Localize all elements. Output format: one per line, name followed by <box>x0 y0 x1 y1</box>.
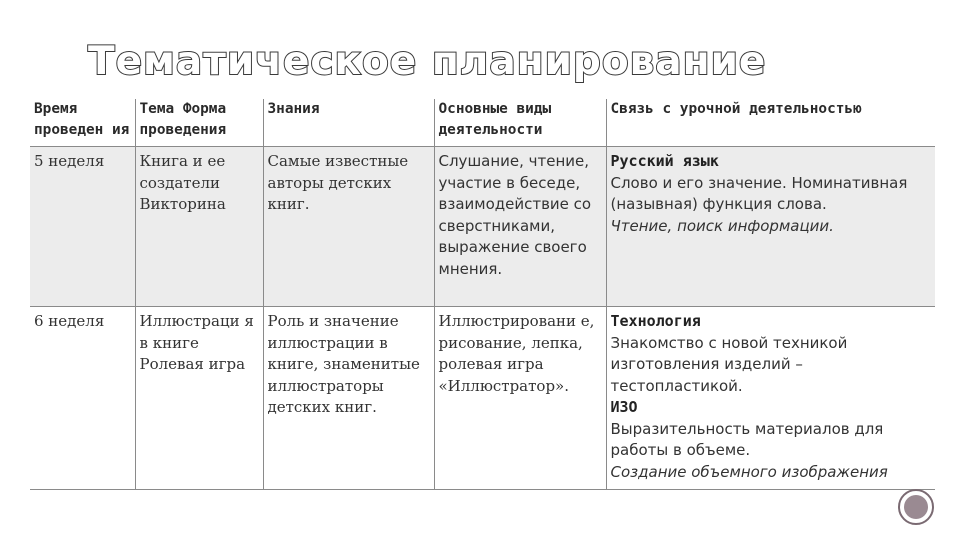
subject-technology: Технология <box>610 312 701 330</box>
row-topic: Книга и ее создатели Викторина <box>135 147 263 307</box>
row-topic: Иллюстраци я в книге Ролевая игра <box>135 307 263 490</box>
subject-art: ИЗО <box>610 398 638 416</box>
header-topic: Тема Форма проведения <box>135 99 263 147</box>
row-knowledge: Самые известные авторы детских книг. <box>263 147 434 307</box>
header-knowledge: Знания <box>263 99 434 147</box>
row-time: 5 неделя <box>30 147 135 307</box>
page-title: Тематическое планирование <box>88 39 767 84</box>
header-activities: Основные виды деятельности <box>434 99 606 147</box>
header-link: Связь с урочной деятельностью <box>606 99 935 147</box>
table-row <box>30 307 935 490</box>
row-knowledge: Роль и значение иллюстрации в книге, знаменитые иллюстраторы детских книг. <box>263 307 434 490</box>
decorative-circle-icon <box>898 489 934 525</box>
row-time: 6 неделя <box>30 307 135 490</box>
link-italic: Чтение, поиск информации. <box>610 216 834 235</box>
row-link <box>606 307 935 490</box>
row-activities: Слушание, чтение, участие в беседе, взаимодействие со сверстниками, выражение своего мнения. <box>434 147 606 307</box>
decorative-circle-inner <box>904 495 928 519</box>
subject-russian: Русский язык <box>610 152 719 170</box>
table-row <box>30 147 935 307</box>
row-activities: Иллюстрировани е, рисование, лепка, ролевая игра «Иллюстратор». <box>434 307 606 490</box>
link-text: Знакомство с новой техникой изготовления изделий – тестопластикой. <box>610 333 848 395</box>
table-header-row <box>30 99 935 147</box>
link-text: Слово и его значение. Номинативная (назывная) функция слова. <box>610 173 908 213</box>
row-link <box>606 147 935 307</box>
header-time: Время проведен ия <box>30 99 135 147</box>
planning-table <box>30 99 935 490</box>
link-italic: Создание объемного изображения <box>610 462 888 481</box>
link-text: Выразительность материалов для работы в объеме. <box>610 419 884 459</box>
